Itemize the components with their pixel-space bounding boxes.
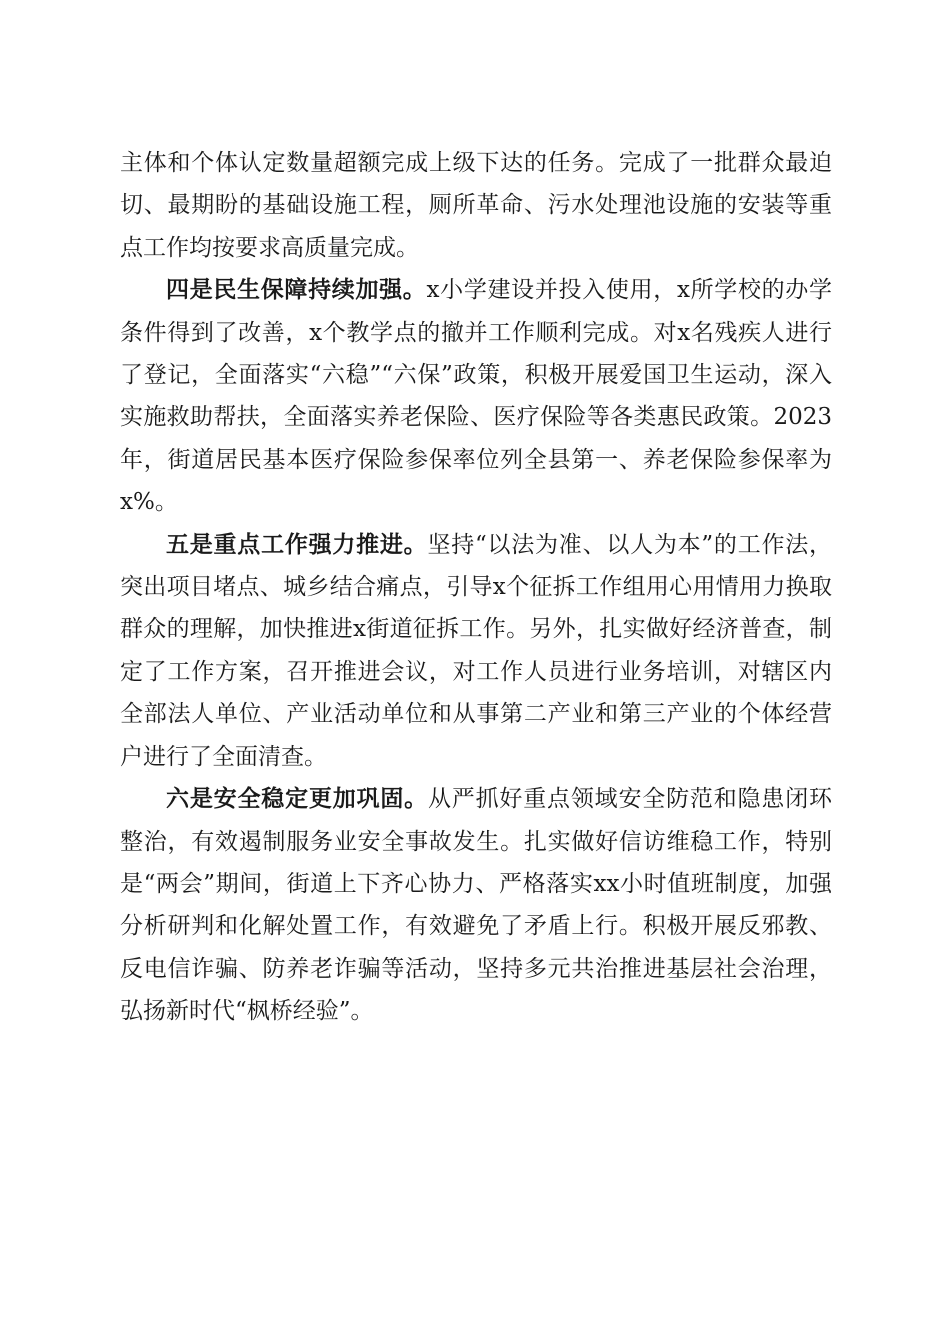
document-body [120,142,832,1033]
paragraph-4-heading: 六是安全稳定更加巩固。 [166,785,428,813]
paragraph-3 [120,524,832,778]
paragraph-1 [120,142,832,269]
paragraph-4-text: 从严抓好重点领域安全防范和隐患闭环整治，有效遏制服务业安全事故发生。扎实做好信访维稳工作，特别是“两会”期间，街道上下齐心协力、严格落实xx小时值班制度，加强分析研判和化解处置工作，有效避免了矛盾上行。积极开展反邪教、反电信诈骗、防养老诈骗等活动，坚持多元共治推进基层社会治理，弘扬新时代“枫桥经验”。 [120,786,833,1025]
paragraph-2-text: x小学建设并投入使用，x所学校的办学条件得到了改善，x个教学点的撤并工作顺利完成。对x名残疾人进行了登记，全面落实“六稳”“六保”政策，积极开展爱国卫生运动，深入实施救助帮扶，全面落实养老保险、医疗保险等各类惠民政策。2023年，街道居民基本医疗保险参保率位列全县第一、养老保险参保率为x%。 [120,277,832,516]
paragraph-2-heading: 四是民生保障持续加强。 [166,276,427,304]
paragraph-2 [120,269,832,523]
paragraph-3-heading: 五是重点工作强力推进。 [166,530,428,558]
paragraph-1-text: 主体和个体认定数量超额完成上级下达的任务。完成了一批群众最迫切、最期盼的基础设施工程，厕所革命、污水处理池设施的安装等重点工作均按要求高质量完成。 [120,150,832,261]
paragraph-4 [120,778,832,1032]
paragraph-3-text: 坚持“以法为准、以人为本”的工作法，突出项目堵点、城乡结合痛点，引导x个征拆工作组用心用情用力换取群众的理解，加快推进x街道征拆工作。另外，扎实做好经济普查，制定了工作方案，召开推进会议，对工作人员进行业务培训，对辖区内全部法人单位、产业活动单位和从事第二产业和第三产业的个体经营户进行了全面清查。 [120,531,832,770]
